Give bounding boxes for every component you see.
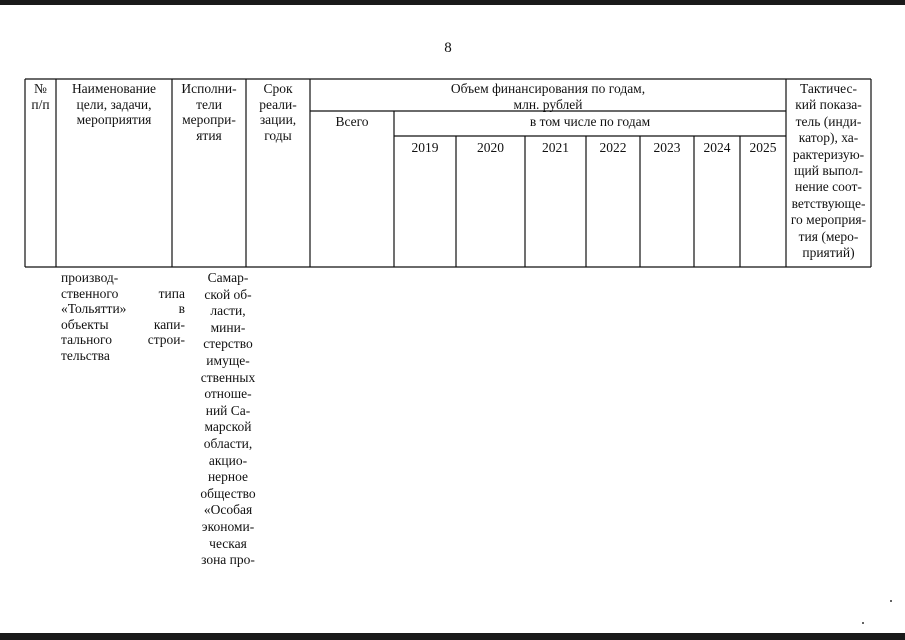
word: ственного <box>61 285 119 301</box>
executor-line: ственных <box>200 369 256 385</box>
header-indicator-line: рактеризую- <box>792 146 865 162</box>
year-2024: 2024 <box>703 140 731 155</box>
header-indicator-line: нение соот- <box>795 179 862 195</box>
scan-speck <box>890 600 892 602</box>
executor-line: области, <box>203 435 253 451</box>
header-name-line: Наименование <box>71 81 157 96</box>
header-indicator <box>786 81 871 261</box>
word: объекты <box>61 316 109 332</box>
year-2025: 2025 <box>749 140 777 155</box>
header-by-years: в том числе по годам <box>529 114 651 129</box>
executor-line: общество <box>200 485 256 501</box>
executor-line: зона про- <box>201 552 255 568</box>
header-term-line: годы <box>264 127 292 143</box>
name-line <box>61 286 185 302</box>
executor-line: ласти, <box>210 303 246 319</box>
word: строи- <box>147 332 185 348</box>
header-term-line: реали- <box>259 96 297 112</box>
header-indicator-line: щий выпол- <box>794 163 863 179</box>
name-line: тельства <box>61 347 110 363</box>
header-executors-line: Исполни- <box>181 81 237 96</box>
scan-edge-bottom <box>0 633 905 640</box>
executor-line: ческая <box>209 535 247 551</box>
header-num <box>25 81 56 112</box>
header-indicator-line: катор), ха- <box>798 130 859 146</box>
word: «Тольятти» <box>61 301 127 317</box>
header-name <box>56 81 172 128</box>
executor-line: экономи- <box>201 518 255 534</box>
header-num-line: № <box>34 81 47 96</box>
header-name-line: цели, задачи, <box>76 96 152 112</box>
name-line <box>61 332 185 348</box>
header-indicator-line: тель (инди- <box>795 113 862 129</box>
executor-line: отноше- <box>204 386 252 402</box>
word: тального <box>61 332 112 348</box>
executor-line: акцио- <box>208 452 248 468</box>
name-line <box>61 317 185 333</box>
scan-speck <box>862 622 864 624</box>
year-2019: 2019 <box>411 140 439 155</box>
header-indicator-line: приятий) <box>802 245 855 261</box>
year-2021: 2021 <box>542 140 569 155</box>
year-2023: 2023 <box>653 140 681 155</box>
header-indicator-line: го мероприя- <box>790 212 867 228</box>
header-executors <box>172 81 246 143</box>
header-total: Всего <box>335 114 369 129</box>
word: типа <box>158 285 185 301</box>
continuation-executors <box>188 270 268 569</box>
word: в <box>178 301 185 317</box>
header-executors-line: меропри- <box>182 112 236 128</box>
page-number: 8 <box>444 40 452 56</box>
header-term-line: Срок <box>263 81 293 96</box>
executor-line: ний Са- <box>205 402 251 418</box>
year-2022: 2022 <box>599 140 627 155</box>
executor-line: нерное <box>207 469 249 485</box>
header-num-line: п/п <box>31 96 50 112</box>
header-funding <box>310 81 786 112</box>
header-funding-line: млн. рублей <box>513 96 583 112</box>
executor-line: ской об- <box>204 286 252 302</box>
word: капи- <box>153 316 185 332</box>
year-2020: 2020 <box>477 140 504 155</box>
header-executors-line: тели <box>196 96 222 112</box>
header-indicator-line: кий показа- <box>795 97 862 113</box>
executor-line: марской <box>204 419 252 435</box>
name-line <box>61 301 185 317</box>
header-funding-line: Объем финансирования по годам, <box>450 81 646 96</box>
header-term <box>246 81 310 143</box>
header-indicator-line: тия (меро- <box>798 228 859 244</box>
scan-edge-top <box>0 0 905 5</box>
header-name-line: мероприятия <box>76 112 152 128</box>
executor-line: стерство <box>203 336 253 352</box>
header-indicator-line: ветствующе- <box>791 195 866 211</box>
executor-line: «Особая <box>203 502 253 518</box>
executor-line: имуще- <box>206 352 250 368</box>
header-term-line: зации, <box>259 112 297 128</box>
header-indicator-line: Тактичес- <box>799 81 857 96</box>
name-line: производ- <box>61 270 119 285</box>
header-executors-line: ятия <box>196 127 222 143</box>
executor-line: Самар- <box>207 270 249 285</box>
continuation-name <box>61 270 185 364</box>
executor-line: мини- <box>210 319 246 335</box>
